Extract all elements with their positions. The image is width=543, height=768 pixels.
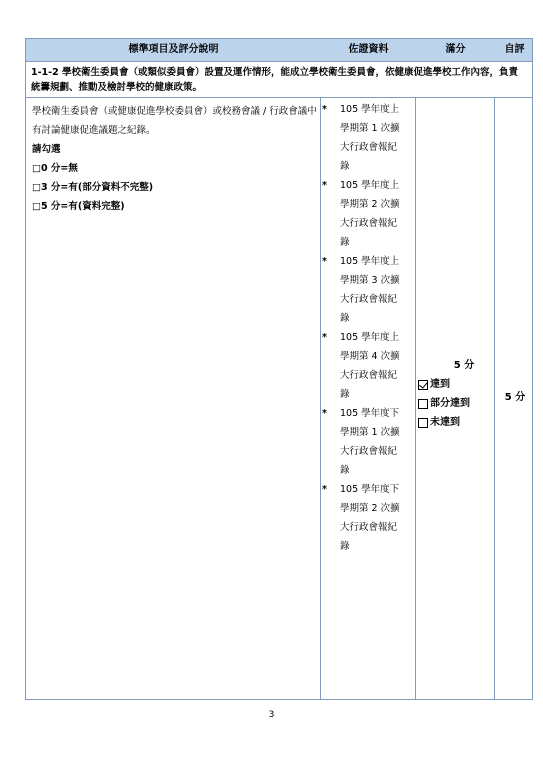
full-score-value: 5 分 [453,360,475,371]
evidence-text: 105 學年度上學期第 3 次擴大行政會報紀錄 [340,256,400,324]
evidence-item [322,176,414,252]
divider [494,98,495,700]
checkbox-not-achieved[interactable] [418,413,494,432]
evidence-item [322,328,414,404]
option-5: □5 分=有(資料完整) [32,201,125,212]
bullet-star: * [322,484,327,495]
evidence-text: 105 學年度上學期第 2 次擴大行政會報紀錄 [340,180,400,248]
header-criteria: 標準項目及評分說明 [128,44,219,55]
full-score-cell [418,356,494,432]
bullet-star: * [322,104,327,115]
header-evidence: 佐證資料 [348,44,389,55]
criterion-text: 1-1-2 學校衛生委員會（或類似委員會）設置及運作情形，能成立學校衛生委員會，依健康促進學校工作內容，負責統籌規劃、推動及檢討學校的健康政策。 [31,67,519,93]
evidence-text: 105 學年度上學期第 1 次擴大行政會報紀錄 [340,104,400,172]
bullet-star: * [322,408,327,419]
evidence-item [322,252,414,328]
option-0: □0 分=無 [32,163,78,174]
divider [320,98,321,700]
checkbox-label: 達到 [430,379,450,390]
option-3: □3 分=有(部分資料不完整) [32,182,154,193]
evidence-text: 105 學年度下學期第 1 次擴大行政會報紀錄 [340,408,400,476]
checkbox-checked-icon[interactable] [418,380,428,390]
header-self-score: 自評 [504,44,525,55]
evidence-cell [322,100,414,556]
description-cell [32,102,320,216]
bullet-star: * [322,256,327,267]
evidence-item [322,480,414,556]
prompt-label: 請勾選 [32,144,61,155]
bullet-star: * [322,180,327,191]
evidence-text: 105 學年度下學期第 2 次擴大行政會報紀錄 [340,484,400,552]
header-full-score: 滿分 [445,44,466,55]
checkbox-achieved[interactable] [418,375,494,394]
evaluation-table [25,38,533,700]
checkbox-empty-icon[interactable] [418,418,428,428]
checkbox-label: 未達到 [430,417,460,428]
criterion-row [26,62,532,98]
page-number: 3 [268,710,275,720]
main-row [26,98,532,700]
self-score-value: 5 分 [504,392,526,403]
table-header-row [26,39,532,62]
description-text: 學校衛生委員會（或健康促進學校委員會）或校務會議 / 行政會議中有討論健康促進議題之紀錄。 [32,106,317,136]
bullet-star: * [322,332,327,343]
checkbox-partial[interactable] [418,394,494,413]
checkbox-empty-icon[interactable] [418,399,428,409]
checkbox-label: 部分達到 [430,398,470,409]
evidence-item [322,100,414,176]
evidence-text: 105 學年度上學期第 4 次擴大行政會報紀錄 [340,332,400,400]
evidence-item [322,404,414,480]
divider [415,98,416,700]
